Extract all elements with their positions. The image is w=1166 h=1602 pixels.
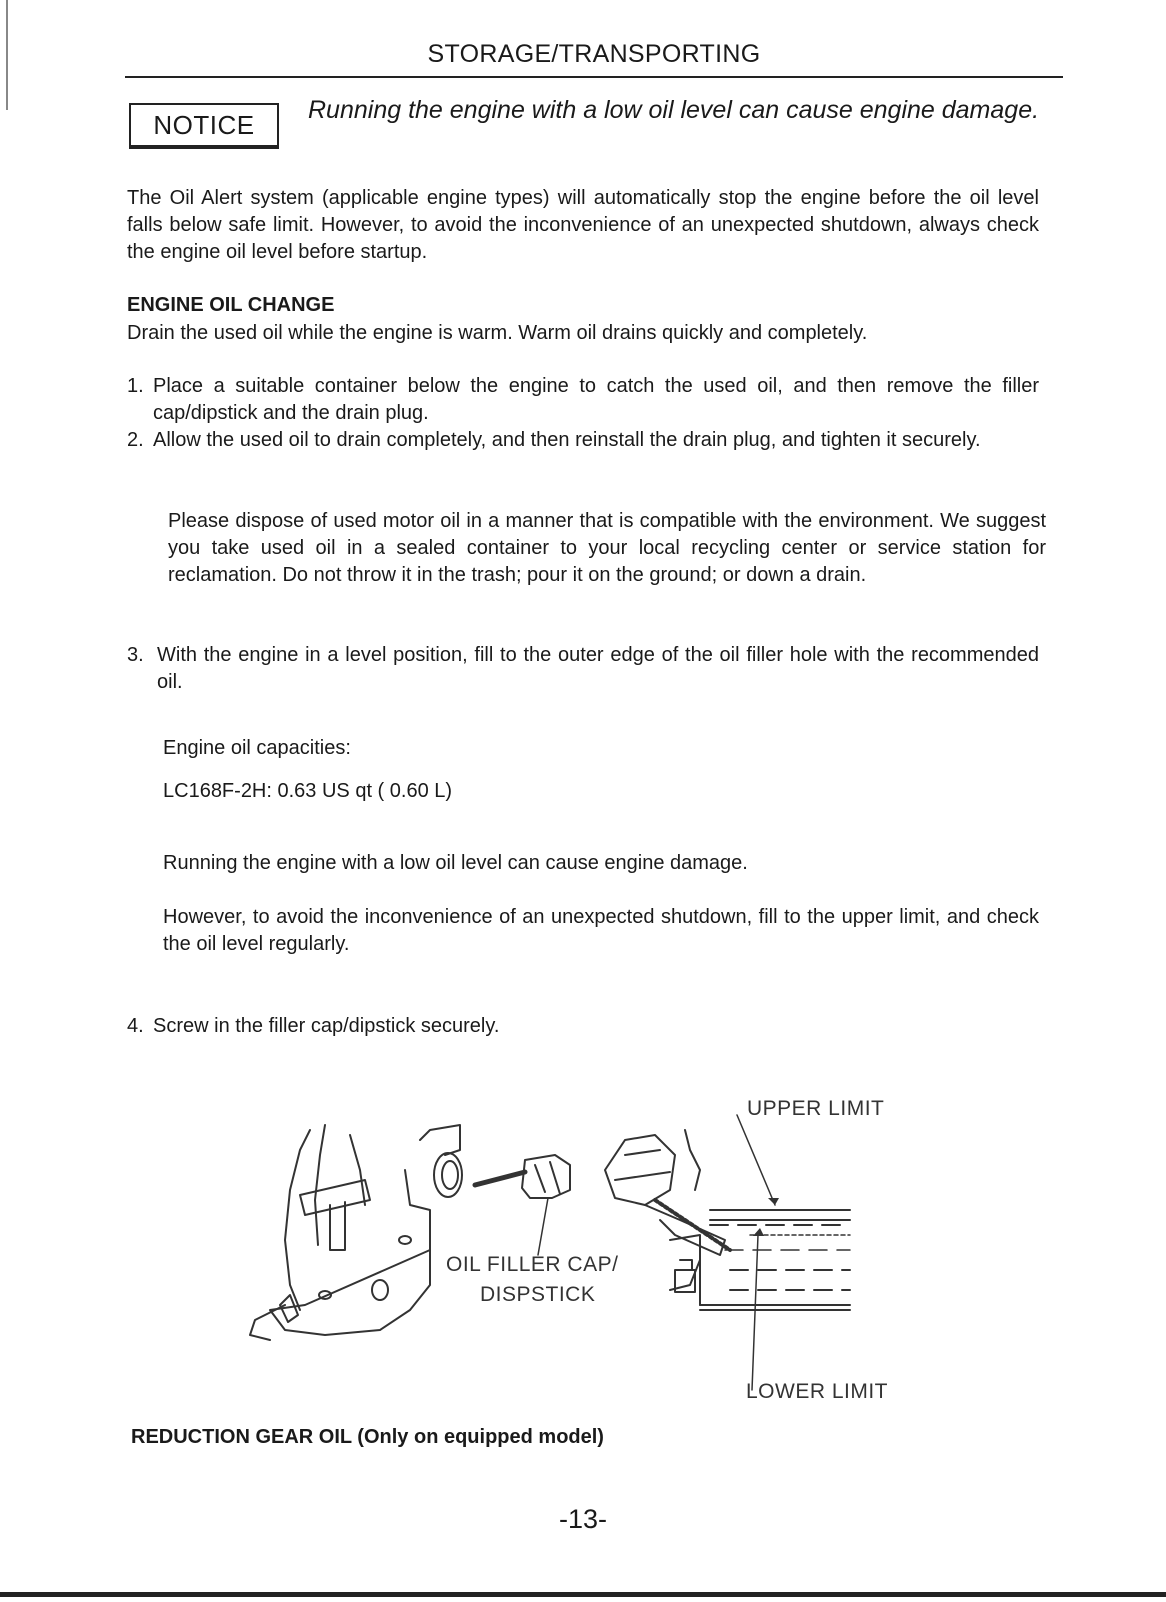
notice-text: Running the engine with a low oil level can cause engine damage. [308,96,1040,124]
page-number: -13- [558,1504,607,1534]
notice-label: NOTICE [153,109,255,140]
step-text: With the engine in a level position, fill to the outer edge of the oil filler hole with the recommended oil. [157,644,1039,693]
low-oil-warning: Running the engine with a low oil level can cause engine damage. [163,852,748,874]
step-number: 2. [127,429,144,451]
engine-oil-change-intro: Drain the used oil while the engine is warm. Warm oil drains quickly and completely. [127,322,868,344]
lower-limit-label: LOWER LIMIT [746,1380,889,1403]
upper-limit-label: UPPER LIMIT [747,1097,885,1120]
dipstick-label: DISPSTICK [480,1283,596,1306]
dispose-note: Please dispose of used motor oil in a manner that is compatible with the environment. We suggest you take used oil in a sealed container to your local recycling center or service station for reclamation. Do not throw it in the trash; pour it on the ground; or down a drain. [168,510,1046,586]
scan-bottom-edge [0,1592,1166,1597]
scan-edge-mark [6,0,8,110]
step-text: Place a suitable container below the engine to catch the used oil, and then remove the filler cap/dipstick and the drain plug. [153,375,1039,424]
step-number: 1. [127,375,144,397]
step-text: Screw in the filler cap/dipstick securely. [153,1015,500,1037]
oil-filler-cap-label: OIL FILLER CAP/ [446,1253,619,1276]
capacities-label: Engine oil capacities: [163,737,351,759]
header-divider [125,76,1063,78]
step-number: 4. [127,1015,144,1037]
dipstick-illustration [230,1097,950,1420]
notice-label-box [129,103,279,147]
capacity-value: LC168F-2H: 0.63 US qt ( 0.60 L) [163,780,453,802]
step-number: 3. [127,644,144,666]
step-text: Allow the used oil to drain completely, and then reinstall the drain plug, and tighten it securely. [153,429,981,451]
oil-alert-paragraph: The Oil Alert system (applicable engine types) will automatically stop the engine before the oil level falls below safe limit. However, to avoid the inconvenience of an unexpected shutdown, always check the engine oil level before startup. [127,187,1039,263]
notice-underline [129,147,279,149]
page-header: STORAGE/TRANSPORTING [427,40,761,68]
reduction-gear-heading: REDUCTION GEAR OIL (Only on equipped model) [131,1426,604,1448]
engine-oil-change-heading: ENGINE OIL CHANGE [127,294,335,316]
fill-note: However, to avoid the inconvenience of an unexpected shutdown, fill to the upper limit, and check the oil level regularly. [163,906,1039,955]
